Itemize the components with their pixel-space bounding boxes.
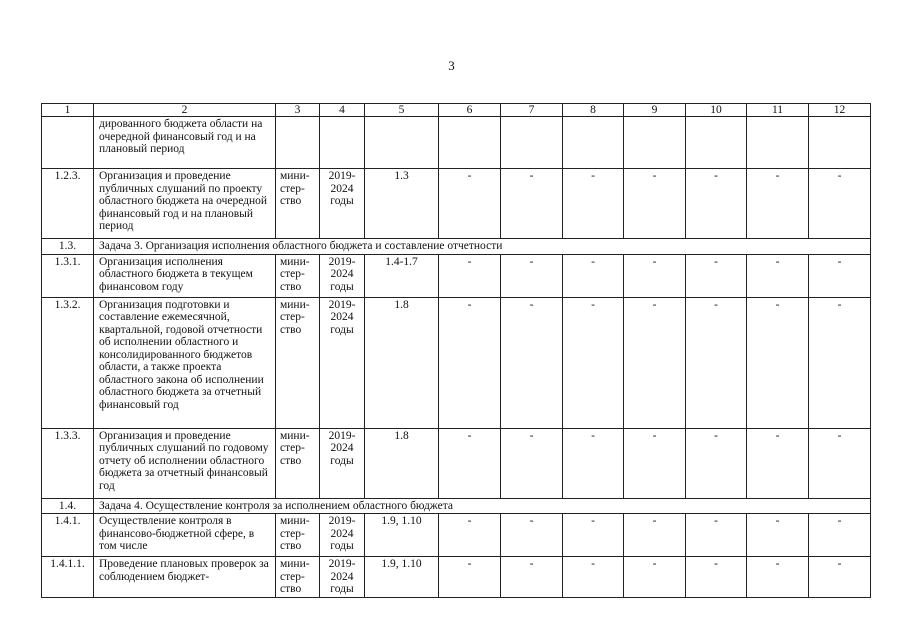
value-cell: -	[501, 297, 563, 428]
row-number: 1.3.2.	[42, 297, 94, 428]
activity-name: дированного бюджета области на очередной финансовый год и на плановый период	[94, 117, 276, 169]
row-number: 1.4.1.1.	[42, 557, 94, 598]
header-cell: 3	[276, 104, 320, 117]
value-cell: -	[624, 428, 686, 498]
value-cell: -	[747, 428, 809, 498]
executor: мини-стер-ство	[276, 514, 320, 557]
row-number: 1.4.1.	[42, 514, 94, 557]
value-cell: -	[439, 169, 501, 239]
value-cell: -	[563, 557, 624, 598]
row-number	[42, 117, 94, 169]
header-cell: 4	[320, 104, 365, 117]
value-cell: -	[501, 514, 563, 557]
value-cell: -	[563, 428, 624, 498]
page-number: 3	[448, 58, 455, 73]
value-cell	[686, 117, 747, 169]
value-cell: -	[501, 428, 563, 498]
value-cell: -	[439, 557, 501, 598]
value-cell: -	[501, 254, 563, 297]
activity-name: Организация и проведение публичных слушаний по проекту областного бюджета на очередной финансовый год и на плановый период	[94, 169, 276, 239]
header-cell: 2	[94, 104, 276, 117]
value-cell	[624, 117, 686, 169]
period: 2019-2024 годы	[320, 169, 365, 239]
value-cell: -	[624, 169, 686, 239]
value-cell: -	[501, 557, 563, 598]
activity-name: Организация подготовки и составление ежемесячной, квартальной, годовой отчетности об исполнении областного и консолидированного бюджетов области, а также проекта областного закона об исполнении областного бюджета за отчетный финансовый год	[94, 297, 276, 428]
value-cell: -	[686, 428, 747, 498]
task-title: Задача 3. Организация исполнения областного бюджета и составление отчетности	[94, 239, 871, 255]
indicator-ref: 1.4-1.7	[365, 254, 439, 297]
value-cell: -	[563, 254, 624, 297]
row-number: 1.3.1.	[42, 254, 94, 297]
executor	[276, 117, 320, 169]
header-cell: 7	[501, 104, 563, 117]
activity-name: Организация и проведение публичных слушаний по годовому отчету об исполнении областного бюджета за отчетный финансовый год	[94, 428, 276, 498]
value-cell: -	[809, 297, 871, 428]
row-number: 1.3.	[42, 239, 94, 255]
value-cell: -	[624, 254, 686, 297]
activity-name: Организация исполнения областного бюджета в текущем финансовом году	[94, 254, 276, 297]
indicator-ref: 1.8	[365, 297, 439, 428]
value-cell: -	[563, 514, 624, 557]
period	[320, 117, 365, 169]
header-cell: 12	[809, 104, 871, 117]
task-row	[42, 498, 871, 514]
period: 2019-2024 годы	[320, 254, 365, 297]
value-cell: -	[686, 169, 747, 239]
table-row	[42, 514, 871, 557]
table-row	[42, 169, 871, 239]
indicator-ref	[365, 117, 439, 169]
executor: мини-стер-ство	[276, 297, 320, 428]
header-cell: 8	[563, 104, 624, 117]
plan-table	[41, 103, 871, 598]
table-row	[42, 428, 871, 498]
executor: мини-стер-ство	[276, 557, 320, 598]
value-cell: -	[747, 169, 809, 239]
table-row	[42, 117, 871, 169]
header-cell: 11	[747, 104, 809, 117]
value-cell: -	[624, 557, 686, 598]
value-cell	[747, 117, 809, 169]
value-cell: -	[439, 428, 501, 498]
value-cell	[563, 117, 624, 169]
value-cell: -	[747, 297, 809, 428]
executor: мини-стер-ство	[276, 428, 320, 498]
value-cell: -	[439, 514, 501, 557]
value-cell: -	[439, 297, 501, 428]
executor: мини-стер-ство	[276, 254, 320, 297]
value-cell: -	[747, 514, 809, 557]
value-cell	[809, 117, 871, 169]
indicator-ref: 1.3	[365, 169, 439, 239]
value-cell: -	[686, 557, 747, 598]
row-number: 1.4.	[42, 498, 94, 514]
indicator-ref: 1.9, 1.10	[365, 557, 439, 598]
table-row	[42, 557, 871, 598]
header-cell: 1	[42, 104, 94, 117]
executor: мини-стер-ство	[276, 169, 320, 239]
value-cell: -	[563, 297, 624, 428]
value-cell: -	[686, 297, 747, 428]
value-cell: -	[809, 514, 871, 557]
value-cell: -	[501, 169, 563, 239]
row-number: 1.2.3.	[42, 169, 94, 239]
task-row	[42, 239, 871, 255]
row-number: 1.3.3.	[42, 428, 94, 498]
activity-name: Проведение плановых проверок за соблюдением бюджет-	[94, 557, 276, 598]
value-cell: -	[563, 169, 624, 239]
value-cell	[501, 117, 563, 169]
header-row	[42, 104, 871, 117]
indicator-ref: 1.9, 1.10	[365, 514, 439, 557]
value-cell: -	[624, 514, 686, 557]
value-cell: -	[809, 557, 871, 598]
header-cell: 10	[686, 104, 747, 117]
value-cell: -	[747, 254, 809, 297]
header-cell: 9	[624, 104, 686, 117]
value-cell	[439, 117, 501, 169]
header-cell: 5	[365, 104, 439, 117]
value-cell: -	[747, 557, 809, 598]
period: 2019-2024 годы	[320, 297, 365, 428]
value-cell: -	[809, 254, 871, 297]
value-cell: -	[686, 514, 747, 557]
value-cell: -	[686, 254, 747, 297]
table-row	[42, 297, 871, 428]
value-cell: -	[624, 297, 686, 428]
period: 2019-2024 годы	[320, 428, 365, 498]
header-cell: 6	[439, 104, 501, 117]
period: 2019-2024 годы	[320, 557, 365, 598]
value-cell: -	[809, 169, 871, 239]
value-cell: -	[439, 254, 501, 297]
task-title: Задача 4. Осуществление контроля за исполнением областного бюджета	[94, 498, 871, 514]
indicator-ref: 1.8	[365, 428, 439, 498]
value-cell: -	[809, 428, 871, 498]
table-row	[42, 254, 871, 297]
period: 2019-2024 годы	[320, 514, 365, 557]
activity-name: Осуществление контроля в финансово-бюджетной сфере, в том числе	[94, 514, 276, 557]
